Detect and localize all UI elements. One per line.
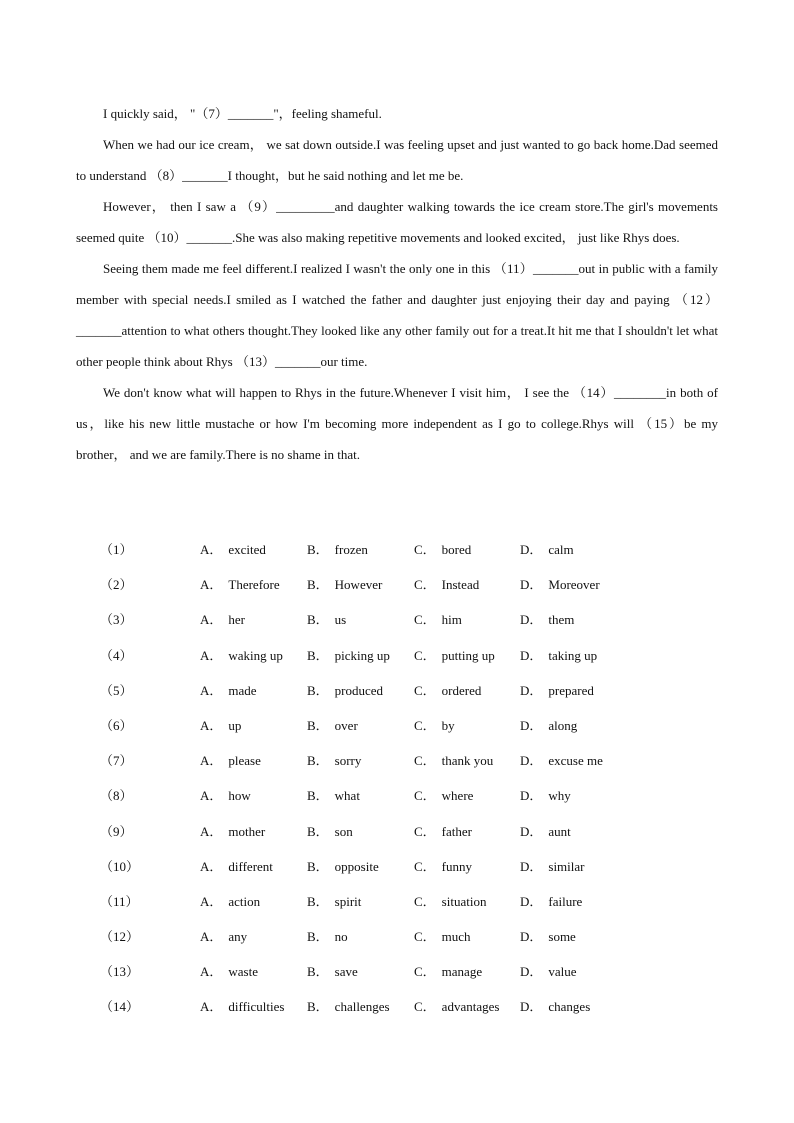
option-a[interactable] <box>200 743 261 778</box>
option-letter: B． <box>307 858 329 874</box>
option-text: Therefore <box>228 577 280 593</box>
option-c[interactable] <box>414 602 462 637</box>
option-letter: D． <box>520 753 543 769</box>
option-letter: D． <box>520 788 543 804</box>
option-text: spirit <box>334 893 362 909</box>
option-b[interactable] <box>307 884 361 919</box>
option-b[interactable] <box>307 532 368 567</box>
option-letter: A． <box>200 788 223 804</box>
option-text: sorry <box>334 753 362 769</box>
question-number: （2） <box>100 577 133 593</box>
option-d[interactable] <box>520 849 585 884</box>
option-b[interactable] <box>307 567 382 602</box>
option-a[interactable] <box>200 919 247 954</box>
option-text: picking up <box>334 647 390 663</box>
option-a[interactable] <box>200 532 266 567</box>
option-text: thank you <box>441 753 494 769</box>
question-number: （11） <box>100 893 139 909</box>
option-letter: B． <box>307 612 329 628</box>
option-letter: D． <box>520 682 543 698</box>
option-letter: A． <box>200 542 223 557</box>
option-text: waking up <box>228 647 283 663</box>
option-text: her <box>228 612 245 628</box>
option-text: similar <box>548 858 585 874</box>
option-letter: B． <box>307 542 329 557</box>
option-letter: C． <box>414 893 436 909</box>
option-letter: A． <box>200 823 223 839</box>
option-text: changes <box>548 999 591 1015</box>
option-letter: C． <box>414 717 436 733</box>
question-number: （9） <box>100 823 133 839</box>
option-letter: C． <box>414 682 436 698</box>
option-letter: D． <box>520 964 543 980</box>
option-letter: C． <box>414 999 436 1015</box>
option-letter: C． <box>414 858 436 874</box>
option-a[interactable] <box>200 673 257 708</box>
option-a[interactable] <box>200 778 251 813</box>
question-number: （3） <box>100 612 133 628</box>
option-c[interactable] <box>414 989 499 1024</box>
option-b[interactable] <box>307 778 360 813</box>
option-c[interactable] <box>414 743 493 778</box>
reading-passage <box>76 98 718 470</box>
option-a[interactable] <box>200 849 273 884</box>
option-text: any <box>228 929 248 945</box>
option-d[interactable] <box>520 884 582 919</box>
option-text: over <box>334 717 358 733</box>
option-c[interactable] <box>414 567 479 602</box>
passage-paragraph: When we had our ice cream， we sat down outside.I was feeling upset and just wanted to go back home.Dad seemed to understand （8）_______I thought，but he said nothing and let me be. <box>76 137 718 183</box>
passage-paragraph: However， then I saw a （9）_________and daughter walking towards the ice cream store.The girl's movements seemed quite （10）_______.She was also making repetitive movements and looked excited， just like Rhys does. <box>76 199 718 245</box>
option-letter: D． <box>520 542 543 557</box>
option-letter: C． <box>414 542 436 557</box>
option-b[interactable] <box>307 989 390 1024</box>
option-b[interactable] <box>307 743 361 778</box>
option-letter: B． <box>307 682 329 698</box>
passage-paragraph: Seeing them made me feel different.I realized I wasn't the only one in this （11）_______out in public with a family member with special needs.I smiled as I watched the father and daughter just enjoying their day and paying （12）_______attention to what others thought.They looked like any other family out for a treat.It hit me that I shouldn't let what other people think about Rhys （13）_______our time. <box>76 261 718 369</box>
option-text: bored <box>441 542 472 557</box>
option-text: failure <box>548 893 583 909</box>
option-text: advantages <box>441 999 500 1015</box>
option-text: no <box>334 929 348 945</box>
option-letter: D． <box>520 612 543 628</box>
option-text: prepared <box>548 682 594 698</box>
option-c[interactable] <box>414 919 471 954</box>
option-text: them <box>548 612 575 628</box>
option-b[interactable] <box>307 919 348 954</box>
passage-paragraph: I quickly said， "（7）_______"，feeling shameful. <box>103 106 382 121</box>
option-letter: D． <box>520 858 543 874</box>
option-text: by <box>441 717 455 733</box>
option-letter: C． <box>414 964 436 980</box>
option-letter: A． <box>200 929 223 945</box>
option-letter: B． <box>307 577 329 593</box>
question-number: （5） <box>100 682 133 698</box>
option-c[interactable] <box>414 778 473 813</box>
option-text: excuse me <box>548 753 603 769</box>
option-letter: C． <box>414 823 436 839</box>
option-letter: D． <box>520 577 543 593</box>
option-a[interactable] <box>200 989 284 1024</box>
option-letter: C． <box>414 788 436 804</box>
option-text: produced <box>334 682 384 698</box>
option-a[interactable] <box>200 602 245 637</box>
option-d[interactable] <box>520 814 571 849</box>
option-a[interactable] <box>200 814 265 849</box>
option-letter: A． <box>200 612 223 628</box>
option-c[interactable] <box>414 532 471 567</box>
option-letter: B． <box>307 717 329 733</box>
option-text: what <box>334 788 360 804</box>
option-text: funny <box>441 858 473 874</box>
option-letter: A． <box>200 753 223 769</box>
option-text: putting up <box>441 647 495 663</box>
option-text: Instead <box>441 577 480 593</box>
option-text: made <box>228 682 257 698</box>
option-text: how <box>228 788 251 804</box>
option-letter: B． <box>307 999 329 1015</box>
question-number: （13） <box>100 964 140 980</box>
option-text: where <box>441 788 474 804</box>
option-a[interactable] <box>200 638 283 673</box>
option-letter: D． <box>520 929 543 945</box>
option-a[interactable] <box>200 567 280 602</box>
option-text: much <box>441 929 471 945</box>
option-text: challenges <box>334 999 390 1015</box>
option-c[interactable] <box>414 814 472 849</box>
option-d[interactable] <box>520 743 603 778</box>
option-letter: D． <box>520 647 543 663</box>
option-letter: C． <box>414 647 436 663</box>
option-a[interactable] <box>200 884 260 919</box>
option-text: value <box>548 964 577 980</box>
option-b[interactable] <box>307 954 358 989</box>
option-text: action <box>228 893 261 909</box>
option-b[interactable] <box>307 673 383 708</box>
option-c[interactable] <box>414 849 472 884</box>
option-letter: D． <box>520 717 543 733</box>
option-letter: B． <box>307 788 329 804</box>
option-d[interactable] <box>520 673 594 708</box>
option-c[interactable] <box>414 708 455 743</box>
option-text: father <box>441 823 472 839</box>
option-text: However <box>334 577 383 593</box>
option-d[interactable] <box>520 778 571 813</box>
option-b[interactable] <box>307 638 390 673</box>
option-text: son <box>334 823 353 839</box>
option-text: ordered <box>441 682 482 698</box>
option-text: save <box>334 964 358 980</box>
option-letter: A． <box>200 682 223 698</box>
option-text: taking up <box>548 647 598 663</box>
option-c[interactable] <box>414 954 482 989</box>
option-d[interactable] <box>520 567 600 602</box>
option-text: along <box>548 717 578 733</box>
option-letter: B． <box>307 893 329 909</box>
option-text: waste <box>228 964 258 980</box>
option-c[interactable] <box>414 884 486 919</box>
option-d[interactable] <box>520 532 574 567</box>
option-text: up <box>228 717 242 733</box>
question-number: （7） <box>100 753 133 769</box>
option-text: calm <box>548 542 574 557</box>
passage-paragraph: We don't know what will happen to Rhys in the future.Whenever I visit him， I see the （14）________in both of us，like his new little mustache or how I'm becoming more independent as I go to college.Rhys will （15）be my brother， and we are family.There is no shame in that. <box>76 385 718 462</box>
option-text: aunt <box>548 823 571 839</box>
question-number: （10） <box>100 858 140 874</box>
option-letter: C． <box>414 929 436 945</box>
option-d[interactable] <box>520 708 577 743</box>
option-letter: B． <box>307 647 329 663</box>
option-letter: A． <box>200 647 223 663</box>
option-d[interactable] <box>520 989 590 1024</box>
option-text: frozen <box>334 542 368 557</box>
option-letter: C． <box>414 612 436 628</box>
option-c[interactable] <box>414 638 495 673</box>
option-a[interactable] <box>200 708 241 743</box>
option-d[interactable] <box>520 638 597 673</box>
option-text: mother <box>228 823 266 839</box>
option-b[interactable] <box>307 849 379 884</box>
option-letter: D． <box>520 999 543 1015</box>
question-number: （6） <box>100 717 133 733</box>
option-text: please <box>228 753 261 769</box>
question-number: （4） <box>100 647 133 663</box>
option-text: difficulties <box>228 999 285 1015</box>
option-text: Moreover <box>548 577 600 593</box>
option-d[interactable] <box>520 602 574 637</box>
option-text: excited <box>228 542 266 557</box>
option-letter: D． <box>520 893 543 909</box>
option-c[interactable] <box>414 673 481 708</box>
option-d[interactable] <box>520 919 576 954</box>
question-number: （8） <box>100 788 133 804</box>
option-text: us <box>334 612 347 628</box>
option-letter: A． <box>200 964 223 980</box>
option-letter: B． <box>307 753 329 769</box>
option-letter: C． <box>414 753 436 769</box>
option-letter: A． <box>200 893 223 909</box>
option-b[interactable] <box>307 708 358 743</box>
option-letter: B． <box>307 964 329 980</box>
option-letter: D． <box>520 823 543 839</box>
option-b[interactable] <box>307 602 346 637</box>
option-letter: A． <box>200 999 223 1015</box>
option-text: manage <box>441 964 483 980</box>
option-b[interactable] <box>307 814 353 849</box>
option-text: opposite <box>334 858 379 874</box>
option-text: different <box>228 858 273 874</box>
option-letter: A． <box>200 717 223 733</box>
option-letter: C． <box>414 577 436 593</box>
option-letter: A． <box>200 858 223 874</box>
option-letter: B． <box>307 823 329 839</box>
option-text: why <box>548 788 571 804</box>
question-number: （1） <box>100 542 133 557</box>
question-number: （12） <box>100 929 140 945</box>
option-d[interactable] <box>520 954 577 989</box>
option-a[interactable] <box>200 954 258 989</box>
option-text: situation <box>441 893 487 909</box>
option-letter: A． <box>200 577 223 593</box>
option-letter: B． <box>307 929 329 945</box>
option-text: him <box>441 612 462 628</box>
option-text: some <box>548 929 576 945</box>
question-number: （14） <box>100 999 140 1015</box>
